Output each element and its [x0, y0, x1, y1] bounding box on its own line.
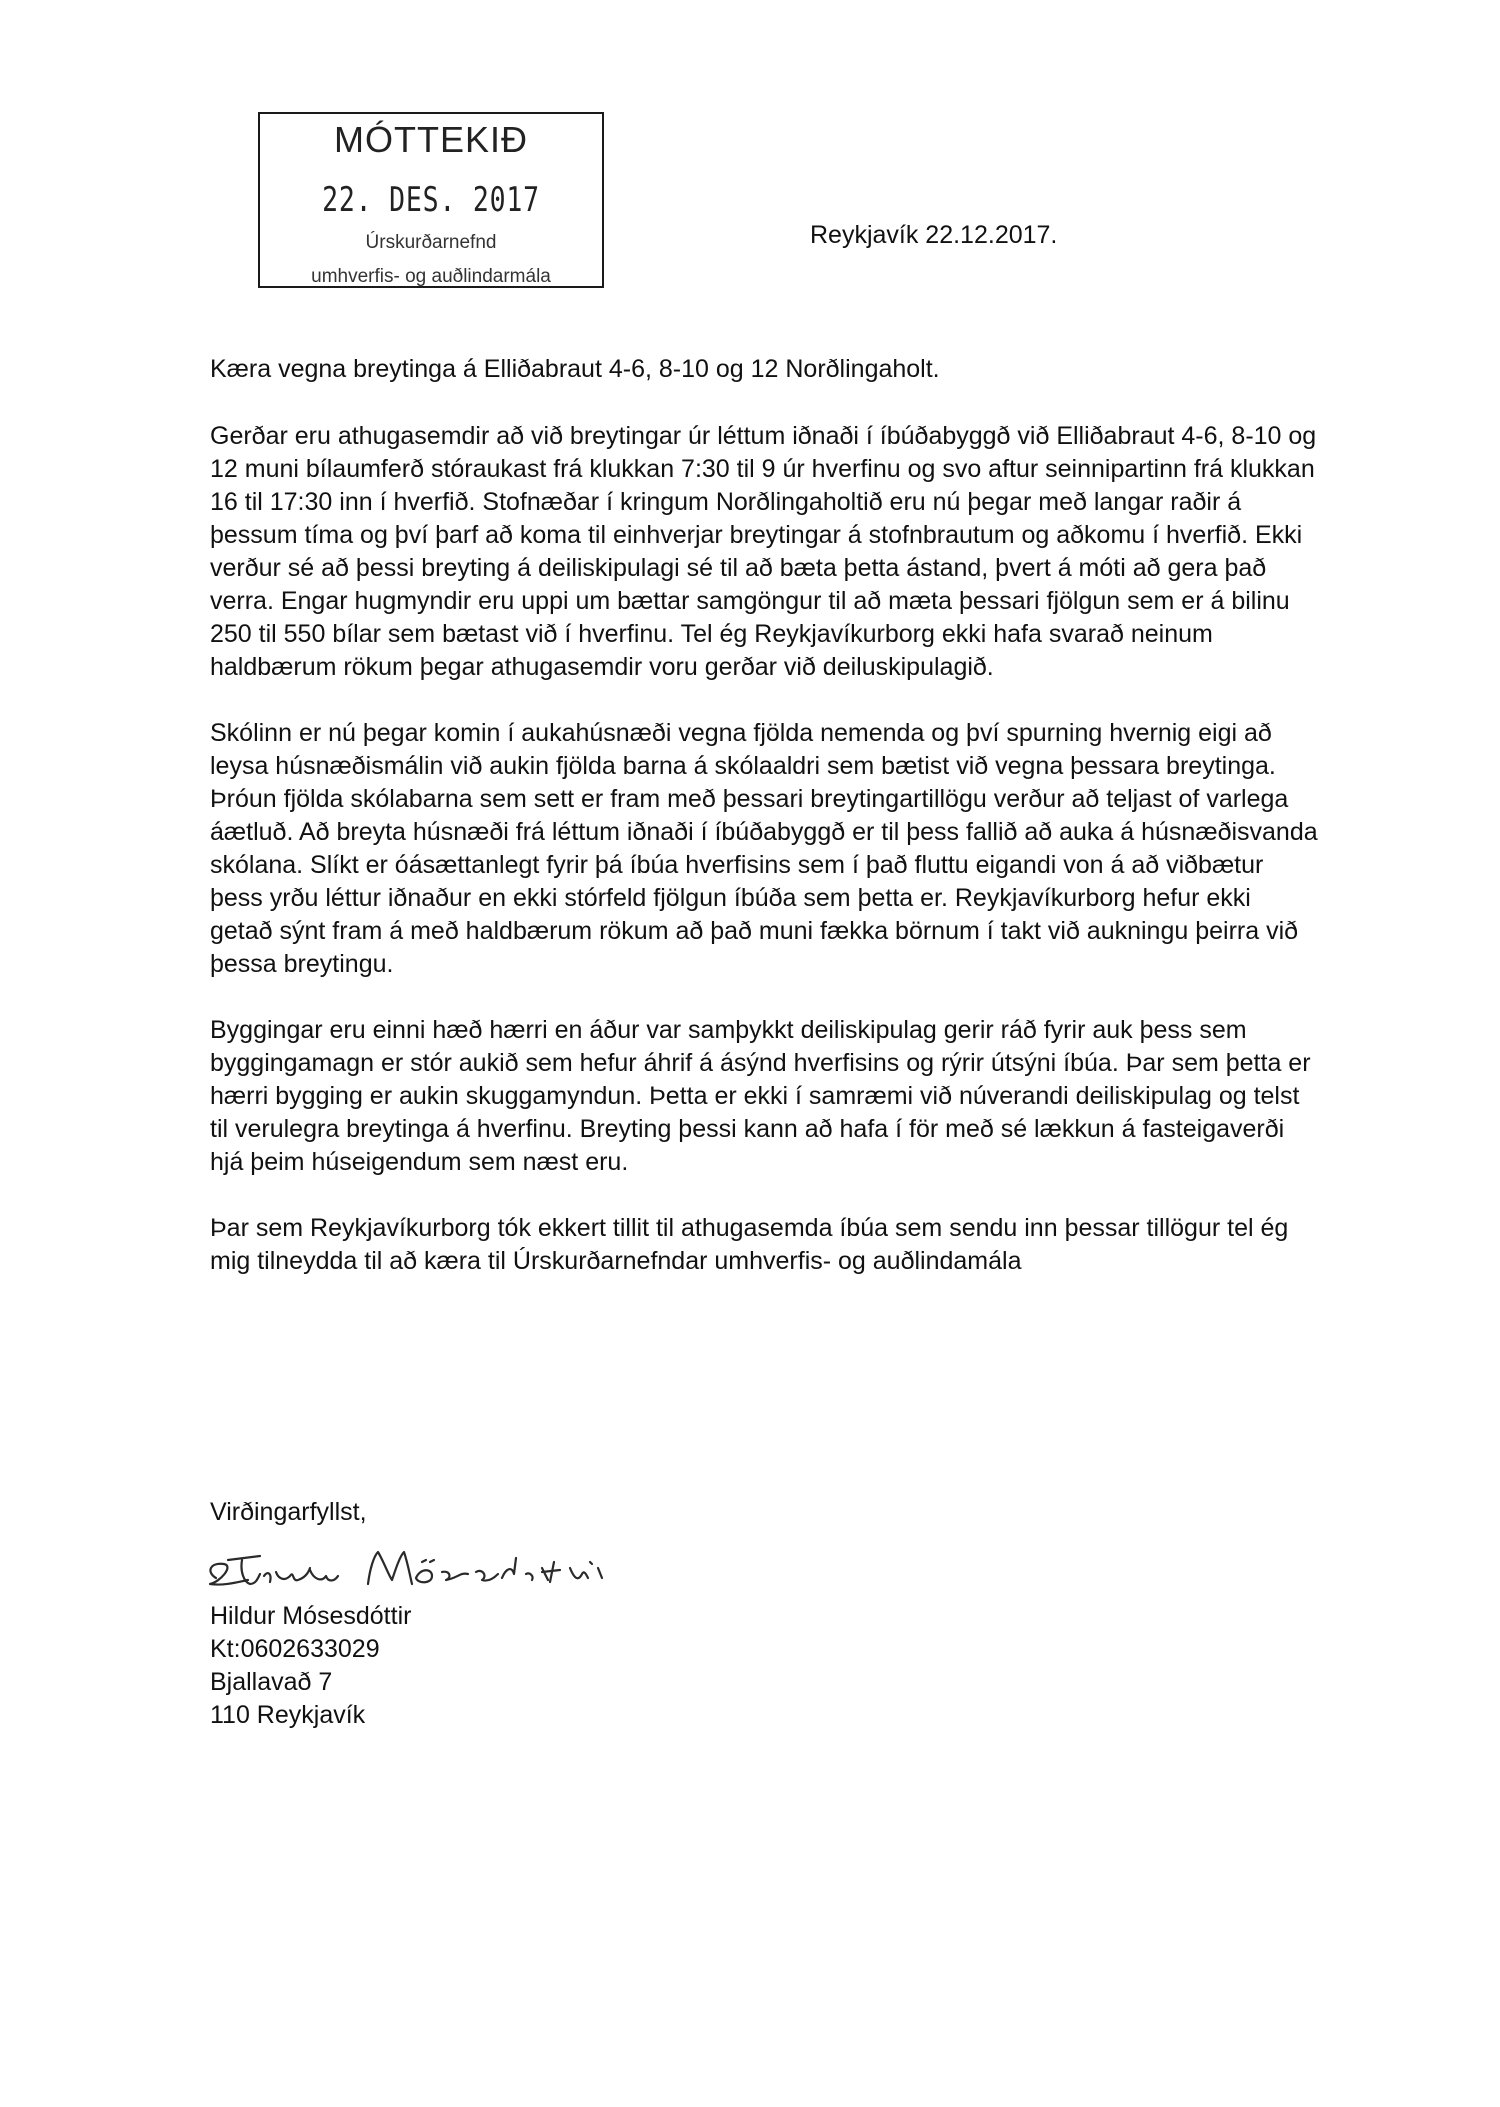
closing: Virðingarfyllst,	[210, 1498, 367, 1526]
paragraph-traffic: Gerðar eru athugasemdir að við breytingar úr léttum iðnaði í íbúðabyggð við Elliðabraut 4-6, 8-10 og 12 muni bílaumferð stóraukast frá klukkan 7:30 til 9 úr hverfinu og svo aftur seinnipartinn frá klukkan 16 til 17:30 inn í hverfið. Stofnæðar í kringum Norðlingaholtið eru nú þegar með langar raðir á þessum tíma og því þarf að koma til einhverjar breytingar á stofnbrautum og aðkomu í hverfið. Ekki verður sé að þessi breyting á deiliskipulagi sé til að bæta þetta ástand, þvert á móti að gera það verra. Engar hugmyndir eru uppi um bættar samgöngur til að mæta þessari fjölgun sem er á bilinu 250 til 550 bílar sem bætast við í hverfinu. Tel ég Reykjavíkurborg ekki hafa svarað neinum haldbærum rökum þegar athugasemdir voru gerðar við deiluskipulagið.	[210, 422, 1317, 681]
sender-block	[210, 1600, 411, 1732]
paragraph-school: Skólinn er nú þegar komin í aukahúsnæði vegna fjölda nemenda og því spurning hvernig eigi að leysa húsnæðismálin við aukin fjölda barna á skólaaldri sem bætist við vegna þessara breytinga. Þróun fjölda skólabarna sem sett er fram með þessari breytingartillögu verður að teljast of varlega áætluð. Að breyta húsnæði frá léttum iðnaði í íbúðabyggð er til þess fallið að auka á húsnæðisvanda skólana. Slíkt er óásættanlegt fyrir þá íbúa hverfisins sem í það fluttu eigandi von á að viðbætur þess yrðu léttur iðnaður en ekki stórfeld fjölgun íbúða sem þetta er. Reykjavíkurborg hefur ekki getað sýnt fram á með haldbærum rökum að það muni fækka börnum í takt við aukningu þeirra við þessa breytingu.	[210, 719, 1318, 978]
place-date: Reykjavík 22.12.2017.	[810, 221, 1058, 249]
sender-address: Bjallavað 7	[210, 1668, 333, 1696]
stamp-org-line-2: umhverfis- og auðlindarmála	[311, 266, 551, 287]
sender-city: 110 Reykjavík	[210, 1701, 366, 1729]
letter-body	[210, 420, 1320, 1311]
sender-name: Hildur Mósesdóttir	[210, 1602, 412, 1630]
paragraph-appeal: Þar sem Reykjavíkurborg tók ekkert tillit til athugasemda íbúa sem sendu inn þessar tillögur tel ég mig tilneydda til að kæra til Úrskurðarnefndar umhverfis- og auðlindamála	[210, 1214, 1289, 1275]
received-stamp	[258, 112, 604, 288]
stamp-org-line-1: Úrskurðarnefnd	[365, 232, 497, 253]
handwritten-signature	[198, 1538, 678, 1608]
paragraph-buildings: Byggingar eru einni hæð hærri en áður var samþykkt deiliskipulag gerir ráð fyrir auk þess sem byggingamagn er stór aukið sem hefur áhrif á ásýnd hverfisins og rýrir útsýni íbúa. Þar sem þetta er hærri bygging er aukin skuggamyndun. Þetta er ekki í samræmi við núverandi deiliskipulag og telst til verulegra breytinga á hverfinu. Breyting þessi kann að hafa í för með sé lækkun á fasteigaverði hjá þeim húseigendum sem næst eru.	[210, 1016, 1311, 1176]
sender-kennitala: Kt:0602633029	[210, 1635, 380, 1663]
letter-subject: Kæra vegna breytinga á Elliðabraut 4-6, 8-10 og 12 Norðlingaholt.	[210, 355, 940, 383]
stamp-date: 22. DES. 2017	[322, 180, 540, 220]
stamp-title: MÓTTEKIÐ	[334, 119, 528, 160]
